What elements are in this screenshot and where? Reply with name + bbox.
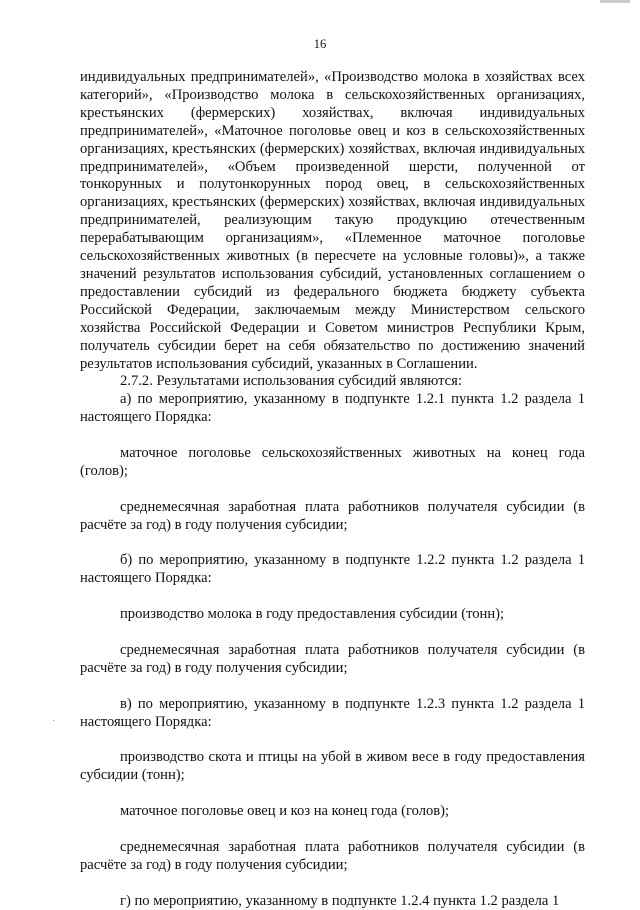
item-b-result-2: среднемесячная заработная плата работников получателя субсидии (в расчёте за год) в году получения субсидии; [80, 641, 585, 676]
scan-artifact-dot: · [52, 716, 56, 727]
paragraph-1: индивидуальных предпринимателей», «Производство молока в хозяйствах всех категорий», «Производство молока в сельскохозяйственных организациях, крестьянских (фермерских) хозяйствах, включая индивидуальных предпринимателей», «Маточное поголовье овец и коз в сельскохозяйственных организациях, крестьянских (фермерских) хозяйствах, включая индивидуальных предпринимателей», «Объем произведенной шерсти, полученной от тонкорунных и полутонкорунных пород овец, в сельскохозяйственных организациях, крестьянских (фермерских) хозяйствах, включая индивидуальных предпринимателей, реализующим такую продукцию отечественным перерабатывающим организациям», «Племенное маточное поголовье сельскохозяйственных животных (в пересчете на условные головы)», а также значений результатов использования субсидий, установленных соглашением о предоставлении субсидий из федерального бюджета бюджету субъекта Российской Федерации, заключаемым между Министерством сельского хозяйства Российской Федерации и Советом министров Республики Крым, получатель субсидии берет на себя обязательство по достижению значений результатов использования субсидий, указанных в Соглашении. [80, 69, 585, 372]
item-b-heading: б) по мероприятию, указанному в подпункте 1.2.2 пункта 1.2 раздела 1 настоящего Порядка: [80, 552, 585, 587]
item-g-heading: г) по мероприятию, указанному в подпункте 1.2.4 пункта 1.2 раздела 1 [120, 892, 560, 909]
item-a-result-1: маточное поголовье сельскохозяйственных животных на конец года (голов); [80, 445, 585, 479]
item-b-result-1: производство молока в году предоставления субсидии (тонн); [120, 606, 505, 623]
document-body [80, 69, 585, 910]
item-v-result-2: маточное поголовье овец и коз на конец года (голов); [120, 803, 450, 820]
paragraph-2-7-2: 2.7.2. Результатами использования субсидий являются: [120, 373, 462, 390]
item-v-result-1: производство скота и птицы на убой в живом весе в году предоставления субсидии (тонн); [80, 749, 585, 784]
scan-corner-mark [600, 0, 630, 3]
item-v-result-3: среднемесячная заработная плата работников получателя субсидии (в расчёте за год) в году получения субсидии; [80, 838, 585, 873]
item-a-result-2: среднемесячная заработная плата работников получателя субсидии (в расчёте за год) в году получения субсидии; [80, 498, 585, 533]
page-number: 16 [313, 37, 327, 51]
item-v-heading: в) по мероприятию, указанному в подпункте 1.2.3 пункта 1.2 раздела 1 настоящего Порядка: [80, 695, 585, 730]
item-a-heading: а) по мероприятию, указанному в подпункте 1.2.1 пункта 1.2 раздела 1 настоящего Порядка: [80, 391, 585, 426]
